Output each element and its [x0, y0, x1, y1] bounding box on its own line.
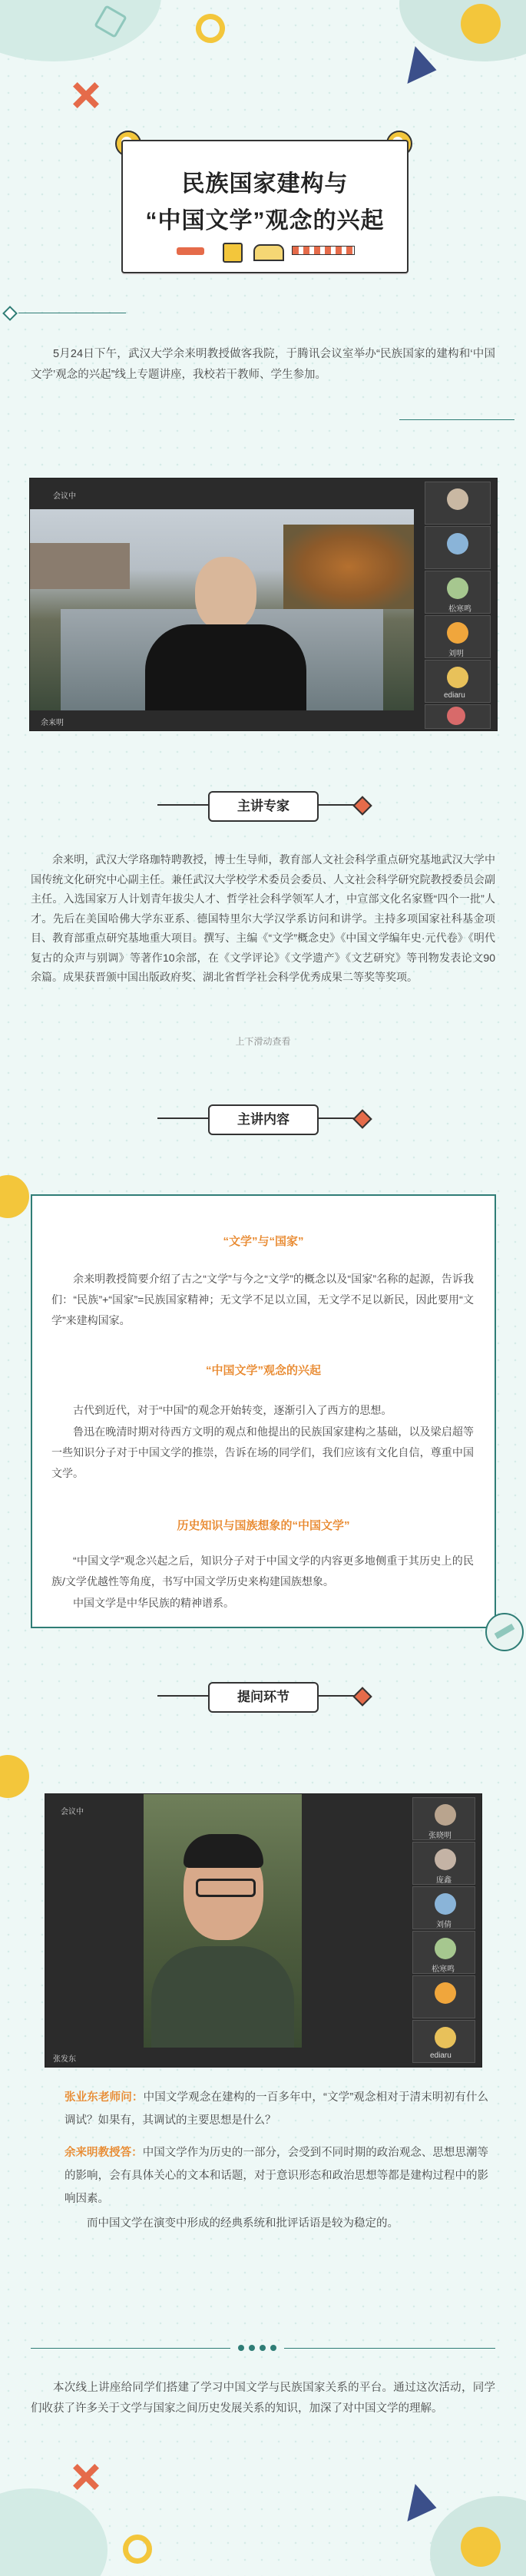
participant-tile[interactable] — [412, 1842, 475, 1885]
expert-bio: 余来明，武汉大学珞珈特聘教授，博士生导师，教育部人文社会科学重点研究基地武汉大学中国传统文化研究中心副主任。兼任武汉大学校学术委员会委员、人文社会科学研究院教授委员会副主任。入选国家万人计划青年拔尖人才、哲学社会科学领军人才，中宣部文化名家暨“四个一批”人才。先后在美国哈佛大学东亚系、德国特里尔大学汉学系访问和讲学。主持多项国家社科基金项目、教育部重点研究基地重大项目。撰写、主编《“文学”概念史》《中国文学编年史·元代卷》《明代复古的众声与别调》等著作10余部，在《文学评论》《文学遗产》《文艺研究》等刊物发表论文90余篇。成果获晋颁中国出版政府奖、湖北省哲学社会科学优秀成果二等奖等奖项。 — [31, 853, 495, 983]
meeting-screenshot-1 — [29, 478, 498, 731]
question-asker: 张业东老师问： — [65, 2091, 144, 2104]
speaker-body — [151, 1946, 294, 2048]
avatar — [447, 667, 468, 688]
content-text-2a: 古代到近代，对于“中国”的观念开始转变，逐渐引入了西方的思想。 — [73, 1404, 392, 1416]
red-x-icon-footer — [71, 2462, 101, 2492]
speaker-video — [144, 1794, 302, 2048]
speaker-hair — [184, 1834, 263, 1868]
background-tree — [283, 525, 414, 609]
content-heading-2: “中国文学”观念的兴起 — [205, 1364, 321, 1377]
avatar — [435, 1804, 456, 1826]
content-text-2b: 鲁迅在晚清时期对待西方文明的观点和他提出的民族国家建构之基础，以及梁启超等一些知识分子对于中国文学的推崇，告诉在场的同学们，我们应该有文化自信，尊重中国文学。 — [51, 1425, 474, 1479]
participant-name: 张晓明 — [428, 1832, 452, 1840]
speaker-name-label: 余来明 — [41, 719, 64, 727]
content-text-3a: “中国文学”观念兴起之后，知识分子对于中国文学的内容更多地侧重于其历史上的民族/文学优越性等角度，书写中国文学历史来构建国族想象。 — [51, 1555, 474, 1588]
avatar — [447, 488, 468, 510]
content-heading-1: “文学”与“国家” — [223, 1235, 304, 1248]
avatar — [447, 578, 468, 599]
question-text: 中国文学观念在建构的一百多年中，“文学”观念相对于清末明初有什么调试？如果有，其调试的主要思想是什么？ — [65, 2091, 488, 2127]
dotted-divider — [31, 2343, 495, 2355]
section-tag-diamond — [352, 796, 372, 815]
title-card — [121, 140, 409, 273]
meeting-window-title: 会议中 — [53, 492, 76, 501]
speaker-name-bar — [30, 710, 414, 730]
answer-text: 中国文学作为历史的一部分，会受到不同时期的政治观念、思想思潮等的影响，会有具体关心的文本和话题，对于意识形态和政治思想等都是建构过程中的影响因素。 — [65, 2147, 489, 2205]
content-box — [31, 1194, 496, 1628]
section-tag-diamond — [352, 1109, 372, 1128]
participant-tile[interactable] — [412, 1975, 475, 2018]
participant-name: 松寒鸣 — [432, 1965, 455, 1974]
participant-tile[interactable] — [425, 704, 491, 729]
section-tag-qa — [196, 1682, 330, 1711]
participant-name: 庞鑫 — [436, 1876, 452, 1885]
meeting-screenshot-2 — [45, 1793, 482, 2068]
speaker-glasses — [196, 1879, 256, 1897]
participant-name: 松寒鸣 — [448, 605, 471, 614]
avatar — [447, 707, 465, 725]
participant-name: ediaru — [430, 2051, 452, 2060]
header-blob-left — [0, 0, 161, 61]
participant-name: ediaru — [444, 691, 465, 700]
participant-tile[interactable] — [425, 660, 491, 703]
closing-paragraph: 本次线上讲座给同学们搭建了学习中国文学与民族国家关系的平台。通过这次活动，同学们收获了许多关于文学与国家之间历史发展关系的知识，加深了对中国文学的理解。 — [31, 2382, 495, 2415]
yellow-circle-left-2 — [0, 1755, 29, 1798]
navy-triangle-icon-footer — [395, 2480, 437, 2521]
speaker-body — [145, 624, 306, 710]
speaker-video — [30, 509, 414, 710]
participant-name: 刘明 — [448, 650, 464, 658]
red-x-icon — [71, 80, 101, 111]
speaker-name-label: 张发东 — [53, 2055, 76, 2064]
answer-paragraph — [65, 2141, 488, 2210]
yellow-ring-icon-footer — [123, 2535, 152, 2564]
divider-diamond — [2, 306, 18, 321]
section-tag-diamond — [352, 1687, 372, 1706]
participant-tile[interactable] — [412, 1886, 475, 1929]
yellow-circle-footer — [461, 2527, 501, 2567]
content-text-3b: 中国文学是中华民族的精神谱系。 — [73, 1597, 234, 1609]
participant-tile[interactable] — [425, 526, 491, 569]
yellow-circle-left — [0, 1175, 29, 1218]
section-title: 主讲专家 — [208, 791, 319, 822]
slide-hint: 上下滑动查看 — [235, 1036, 291, 1047]
participant-name: 刘倩 — [436, 1921, 452, 1929]
participant-tile[interactable] — [425, 615, 491, 658]
speaker-name-bar — [45, 2048, 414, 2067]
section-title: 主讲内容 — [208, 1104, 319, 1135]
speaker-head — [195, 557, 256, 631]
answer-speaker: 余来明教授答： — [65, 2147, 143, 2159]
answer-paragraph-2: 而中国文学在演变中形成的经典系统和批评话语是较为稳定的。 — [87, 2217, 399, 2230]
section-tag-content — [196, 1104, 330, 1134]
question-paragraph — [65, 2086, 488, 2132]
participant-tile[interactable] — [412, 1931, 475, 1974]
intro-paragraph: 5月24日下午，武汉大学余来明教授做客我院，于腾讯会议室举办“民族国家的建构和‘中国文学’观念的兴起”线上专题讲座，我校若干教师、学生参加。 — [31, 348, 495, 381]
title-card-decor — [177, 243, 353, 260]
section-tag-expert — [196, 791, 330, 820]
meeting-window-title: 会议中 — [61, 1808, 84, 1816]
avatar — [435, 1893, 456, 1915]
section-title: 提问环节 — [208, 1682, 319, 1713]
participant-tile[interactable] — [412, 2020, 475, 2063]
yellow-ring-icon — [192, 10, 230, 48]
participant-tile[interactable] — [425, 482, 491, 525]
page-title-line1: 民族国家建构与 — [181, 171, 349, 197]
avatar — [435, 2027, 456, 2048]
divider-line-right — [399, 419, 514, 420]
footer-blob-left — [0, 2488, 108, 2576]
participant-tile[interactable] — [412, 1797, 475, 1840]
scroll-decor-right — [485, 1613, 524, 1651]
content-heading-3: 历史知识与国族想象的“中国文学” — [177, 1519, 350, 1532]
meeting-top-bar — [45, 1794, 153, 1825]
meeting-top-bar — [30, 478, 414, 509]
yellow-circle-top-right — [461, 4, 501, 44]
avatar — [435, 1938, 456, 1959]
avatar — [447, 533, 468, 555]
page-title-line2: “中国文学”观念的兴起 — [145, 208, 385, 233]
avatar — [435, 1982, 456, 2004]
avatar — [435, 1849, 456, 1870]
background-building — [30, 543, 130, 589]
avatar — [447, 622, 468, 644]
content-text-1: 余来明教授简要介绍了古之“文学”与今之“文学”的概念以及“国家”名称的起源，告诉我们：“民族”+“国家”=民族国家精神；无文学不足以立国，无文学不足以新民，因此要用“文学”来建构国家。 — [51, 1273, 474, 1326]
participant-tile[interactable] — [425, 571, 491, 614]
